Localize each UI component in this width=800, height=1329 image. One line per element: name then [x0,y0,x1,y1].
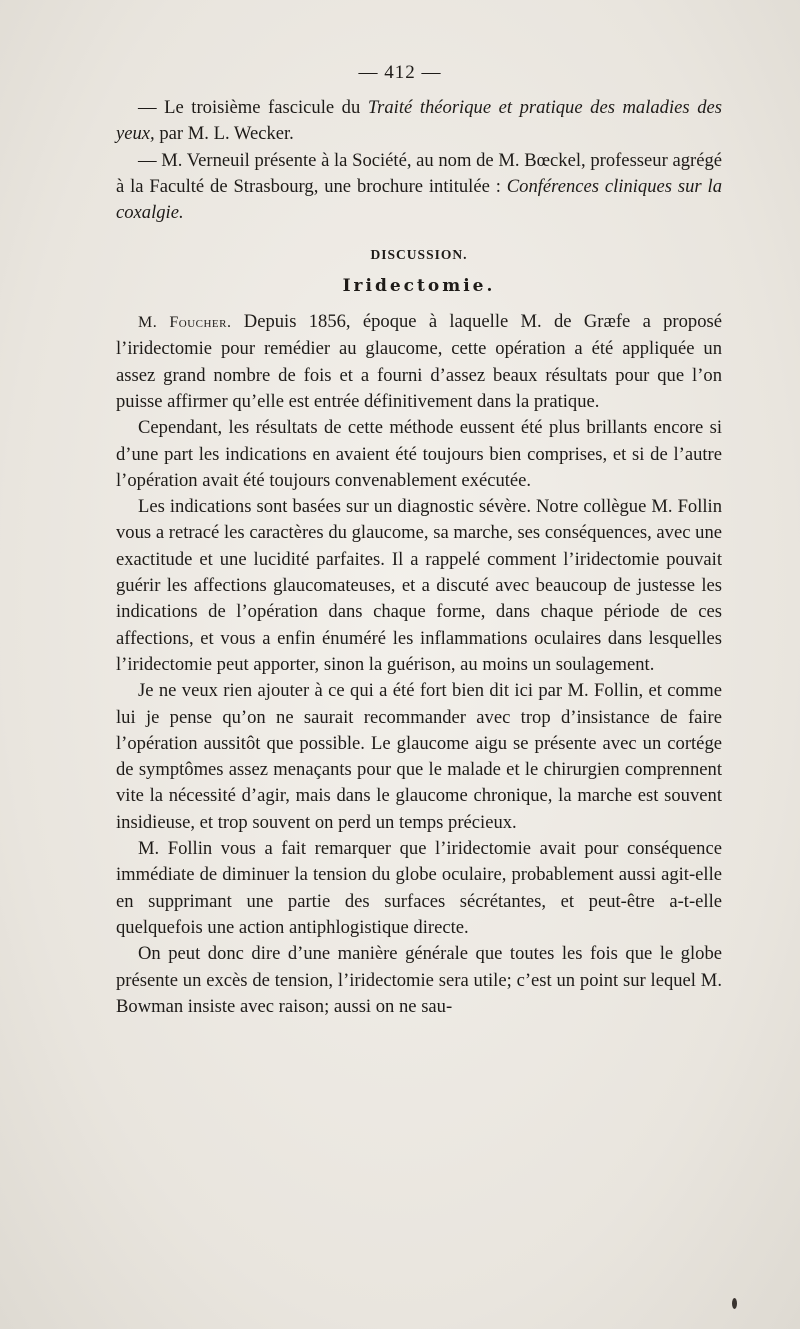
paragraph-verneuil-lead: — M. Verneuil présente à la Société, au nom de M. Bœckel, professeur agrégé à la Faculté de Strasbourg, une brochure intitulée : [116,149,722,197]
body-text [116,0,722,1020]
paragraph-cependant: Cependant, les résultats de cette méthode eussent été plus brillants encore si d’une part les indications en avaient été toujours bien comprises, et si de l’autre l’opération avait été toujours convenablement exécutée. [116,417,722,491]
paragraph-verneuil [116,148,722,227]
paragraph-tension: M. Follin vous a fait remarquer que l’iridectomie avait pour conséquence immédiate de diminuer la tension du globe oculaire, probablement aussi agit-elle en supprimant une partie des surfaces sécrétantes, et peut-être a-t-elle quelquefois une action antiphlogistique directe. [116,838,722,938]
paragraph-indications: Les indications sont basées sur un diagnostic sévère. Notre collègue M. Follin vous a retracé les caractères du glaucome, sa marche, ses conséquences, avec une exactitude et une lucidité parfaites. Il a rappelé comment l’iridectomie pouvait guérir les affections glaucomateuses, et a discuté avec beaucoup de justesse les indications de l’opération dans chaque forme, dans chaque période de ces affections, et vous a enfin énuméré les inflammations oculaires dans lesquelles l’iridectomie peut apporter, sinon la guérison, au moins un soulagement. [116,496,722,675]
book-title-traite: Traité théorique et pratique des maladies des yeux, [116,97,722,145]
top-spacer [116,0,722,95]
paragraph-wecker-tail: par M. L. Wecker. [154,123,294,145]
paragraph-wecker [116,95,722,148]
section-heading: DISCUSSION. [370,247,468,263]
speaker-name: M. Foucher. [138,314,232,332]
blank-lower-margin [0,1160,800,1320]
ink-spot [732,1298,737,1309]
page-number: — 412 — [358,62,442,83]
paragraph-foucher-text: Depuis 1856, époque à laquelle M. de Græfe a proposé l’iridectomie pour remédier au glaucome, cette opération a été appliquée un assez grand nombre de fois et a fourni d’assez beaux résultats pour que l’on puisse affirmer qu’elle est entrée définitivement dans la pratique. [116,311,722,412]
paragraph-conclusion: On peut donc dire d’une manière générale que toutes les fois que le globe présente un excès de tension, l’iridectomie sera utile; c’est un point sur lequel M. Bowman insiste avec raison; aussi on ne sau- [116,943,722,1017]
subsection-heading: Iridectomie. [342,275,496,296]
paragraph-follin-agree: Je ne veux rien ajouter à ce qui a été fort bien dit ici par M. Follin, et comme lui je pense qu’on ne saurait recommander avec trop d’insistance de faire l’opération aussitôt que possible. Le glaucome aigu se présente avec un cortége de symptômes assez menaçants pour que le malade et le chirurgien comprennent vite la nécessité d’agir, mais dans le glaucome chronique, la marche est souvent insidieuse, et trop souvent on perd un temps précieux. [116,680,722,833]
brochure-title: Conférences cliniques sur la coxalgie. [116,175,722,224]
paragraph-foucher [116,309,722,415]
paragraph-wecker-lead: — Le troisième fascicule du [138,97,368,118]
